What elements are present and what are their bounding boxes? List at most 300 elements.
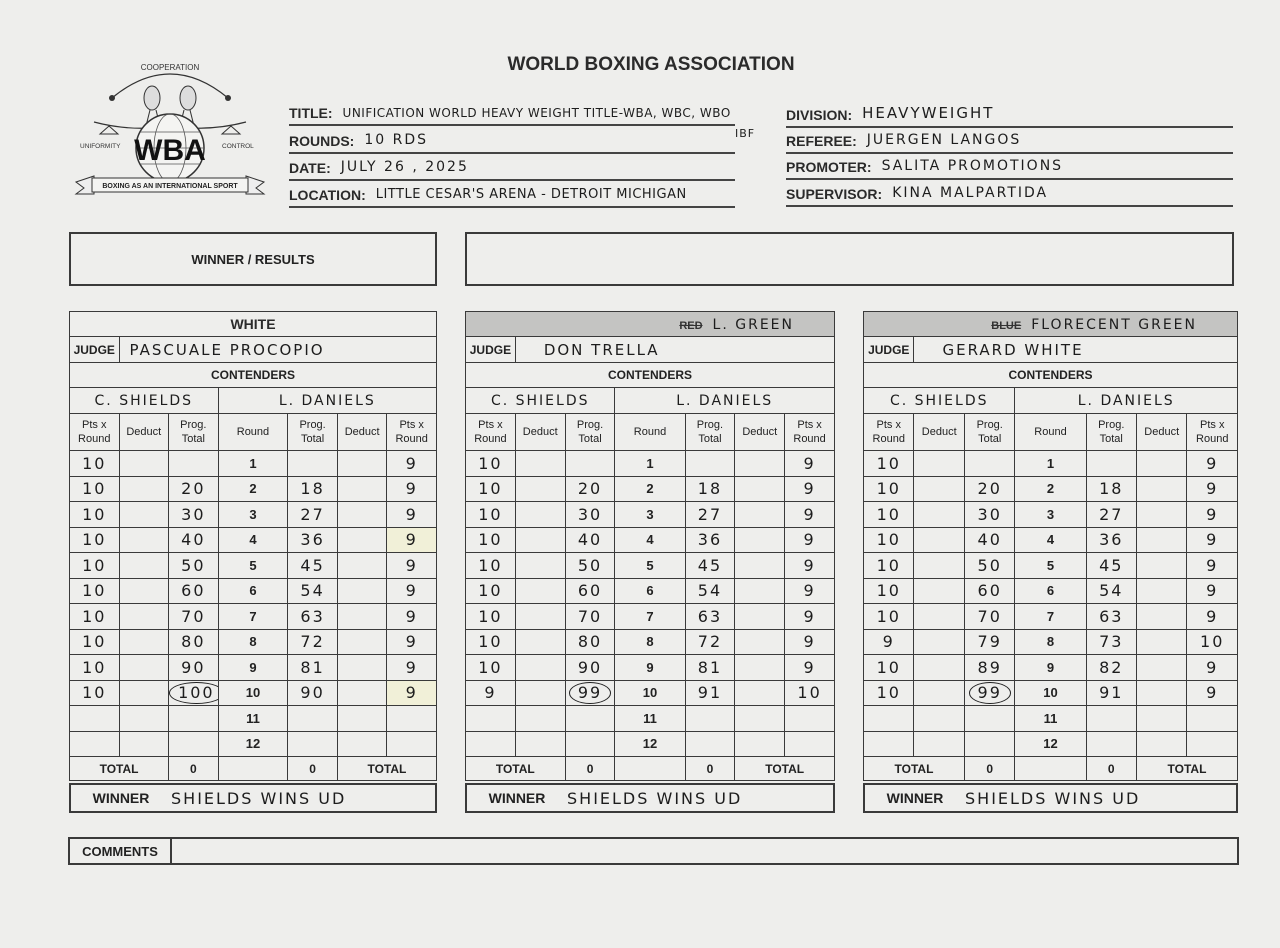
fighter-a-deduct[interactable] (515, 476, 565, 502)
fighter-a-deduct[interactable] (515, 629, 565, 655)
fighter-b-deduct[interactable] (735, 553, 785, 579)
fighter-a-prog-total[interactable]: 50 (964, 553, 1014, 579)
round-row (466, 451, 835, 477)
fighter-a-points[interactable]: 10 (864, 502, 914, 528)
fighter-a-prog-total[interactable]: 40 (565, 527, 615, 553)
fighter-a-prog-total[interactable] (565, 680, 615, 706)
col-header-prog-b: Prog. Total (288, 414, 338, 451)
rounds-value: 10 RDS (364, 132, 429, 148)
fighter-b-deduct[interactable] (337, 731, 387, 757)
round-row (864, 451, 1238, 477)
fighter-a-deduct[interactable] (515, 578, 565, 604)
col-header-deduct-b: Deduct (735, 414, 785, 451)
fighter-b-deduct[interactable] (337, 680, 387, 706)
judge-name[interactable]: GERARD WHITE (914, 337, 1238, 363)
total-label-a: TOTAL (864, 757, 965, 781)
fighter-b-deduct[interactable] (1136, 451, 1186, 477)
fighter-b-deduct[interactable] (735, 578, 785, 604)
fighter-b-prog-total[interactable] (288, 451, 338, 477)
fighter-a-deduct[interactable] (914, 578, 964, 604)
round-number: 9 (615, 655, 685, 681)
fighter-a-deduct[interactable] (119, 476, 169, 502)
fighter-a-prog-total[interactable]: 40 (964, 527, 1014, 553)
fighter-a-deduct[interactable] (119, 527, 169, 553)
fighter-a-deduct[interactable] (914, 553, 964, 579)
fighter-a-points[interactable] (466, 706, 516, 732)
totals-row (466, 757, 835, 781)
fighter-b-prog-total[interactable] (685, 451, 735, 477)
fighter-a-name[interactable]: C. SHIELDS (70, 388, 219, 414)
fighter-b-prog-total[interactable]: 81 (288, 655, 338, 681)
fighter-a-points[interactable]: 9 (864, 629, 914, 655)
fighter-a-prog-total[interactable]: 90 (169, 655, 219, 681)
fighter-a-points[interactable]: 10 (864, 680, 914, 706)
fighter-b-points[interactable]: 9 (785, 578, 835, 604)
fighter-a-points[interactable]: 10 (70, 451, 120, 477)
fighter-a-deduct[interactable] (914, 731, 964, 757)
judge-name[interactable]: PASCUALE PROCOPIO (119, 337, 436, 363)
fighter-a-prog-total[interactable]: 80 (169, 629, 219, 655)
fighter-b-deduct[interactable] (337, 706, 387, 732)
fighter-b-prog-total[interactable]: 36 (1086, 527, 1136, 553)
fighter-b-prog-total[interactable]: 27 (1086, 502, 1136, 528)
fighter-a-prog-total[interactable]: 89 (964, 655, 1014, 681)
fighter-a-points[interactable]: 10 (70, 527, 120, 553)
fighter-a-prog-total[interactable]: 50 (169, 553, 219, 579)
fighter-a-prog-total[interactable] (169, 706, 219, 732)
fighter-b-points[interactable]: 9 (785, 476, 835, 502)
fighter-a-deduct[interactable] (914, 706, 964, 732)
round-number: 3 (1015, 502, 1086, 528)
fighter-a-deduct[interactable] (119, 502, 169, 528)
fighter-b-deduct[interactable] (337, 502, 387, 528)
fighter-b-points[interactable]: 9 (785, 655, 835, 681)
date-value: JULY 26 , 2025 (340, 159, 469, 175)
fighter-b-points[interactable] (387, 731, 437, 757)
fighter-a-points[interactable]: 10 (466, 629, 516, 655)
contenders-label: CONTENDERS (466, 363, 835, 388)
round-row (864, 553, 1238, 579)
total-label-b: TOTAL (337, 757, 436, 781)
fighter-a-points[interactable]: 10 (466, 476, 516, 502)
fighter-b-deduct[interactable] (1136, 476, 1186, 502)
winner-results-label: WINNER / RESULTS (191, 251, 315, 267)
fighter-b-prog-total[interactable]: 45 (685, 553, 735, 579)
fighter-b-deduct[interactable] (735, 655, 785, 681)
fighter-b-prog-total[interactable]: 63 (685, 604, 735, 630)
judge-name[interactable]: DON TRELLA (515, 337, 834, 363)
fighter-a-deduct[interactable] (515, 604, 565, 630)
fighter-a-deduct[interactable] (119, 731, 169, 757)
contenders-row (466, 363, 835, 388)
fighter-b-deduct[interactable] (735, 731, 785, 757)
fighter-a-points[interactable]: 10 (466, 604, 516, 630)
fighter-b-points[interactable]: 9 (387, 680, 437, 706)
fighter-a-points[interactable]: 10 (70, 553, 120, 579)
fighter-b-points[interactable]: 9 (785, 629, 835, 655)
fighter-b-deduct[interactable] (735, 527, 785, 553)
fighter-b-deduct[interactable] (337, 553, 387, 579)
logo-center-text: WBA (134, 134, 206, 167)
fighter-a-points[interactable]: 10 (70, 604, 120, 630)
fighter-a-points[interactable] (864, 706, 914, 732)
fighter-b-points[interactable]: 9 (387, 553, 437, 579)
round-number: 1 (615, 451, 685, 477)
round-number: 12 (1015, 731, 1086, 757)
col-header-deduct-b: Deduct (337, 414, 387, 451)
fighter-a-points[interactable] (864, 731, 914, 757)
fighter-b-deduct[interactable] (337, 578, 387, 604)
fighter-a-deduct[interactable] (119, 680, 169, 706)
total-label-b: TOTAL (735, 757, 835, 781)
fighter-b-name[interactable]: L. DANIELS (615, 388, 835, 414)
round-number: 7 (615, 604, 685, 630)
fighter-b-prog-total[interactable] (1086, 706, 1136, 732)
round-row (864, 502, 1238, 528)
fighter-b-points[interactable]: 9 (785, 527, 835, 553)
fighter-a-prog-total[interactable]: 40 (169, 527, 219, 553)
fighter-a-points[interactable]: 10 (864, 451, 914, 477)
fighter-a-points[interactable]: 10 (864, 553, 914, 579)
fighter-a-prog-total[interactable]: 30 (964, 502, 1014, 528)
division-value: HEAVYWEIGHT (862, 104, 995, 122)
fighter-b-deduct[interactable] (1136, 731, 1186, 757)
fighter-b-deduct[interactable] (1136, 629, 1186, 655)
fighter-a-prog-total[interactable]: 80 (565, 629, 615, 655)
fighter-a-prog-total[interactable]: 60 (169, 578, 219, 604)
fighter-a-points[interactable] (70, 731, 120, 757)
promoter-value: SALITA PROMOTIONS (881, 158, 1064, 174)
round-number: 3 (218, 502, 288, 528)
fighter-a-deduct[interactable] (515, 451, 565, 477)
fighter-b-prog-total[interactable]: 36 (288, 527, 338, 553)
fighter-a-deduct[interactable] (119, 706, 169, 732)
fighter-a-prog-total[interactable] (964, 680, 1014, 706)
fighter-b-prog-total[interactable]: 63 (288, 604, 338, 630)
fighter-b-prog-total[interactable] (1086, 451, 1136, 477)
fighter-b-deduct[interactable] (735, 604, 785, 630)
fighter-a-deduct[interactable] (515, 680, 565, 706)
fighter-a-prog-total[interactable]: 50 (565, 553, 615, 579)
fighter-b-points[interactable]: 9 (1187, 604, 1238, 630)
fighter-b-deduct[interactable] (337, 527, 387, 553)
fighter-b-deduct[interactable] (735, 476, 785, 502)
total-a-value: 0 (169, 757, 219, 781)
fighter-b-prog-total[interactable]: 91 (685, 680, 735, 706)
fighter-b-prog-total[interactable]: 18 (1086, 476, 1136, 502)
fighter-a-points[interactable]: 10 (466, 553, 516, 579)
fighter-a-prog-total[interactable]: 60 (565, 578, 615, 604)
fighter-a-prog-total[interactable]: 20 (565, 476, 615, 502)
fighter-b-points[interactable]: 9 (785, 604, 835, 630)
fighter-a-deduct[interactable] (119, 629, 169, 655)
fighter-b-points[interactable] (785, 731, 835, 757)
fighter-a-points[interactable]: 10 (466, 578, 516, 604)
logo-right-text: CONTROL (222, 143, 254, 150)
fighter-a-deduct[interactable] (119, 451, 169, 477)
fighter-a-prog-total[interactable] (964, 706, 1014, 732)
fighter-b-points[interactable]: 9 (785, 451, 835, 477)
corner-label: WHITE (230, 316, 276, 332)
fighter-a-deduct[interactable] (515, 527, 565, 553)
fighter-a-deduct[interactable] (914, 604, 964, 630)
round-row (466, 553, 835, 579)
round-row (70, 451, 437, 477)
fighter-a-prog-total[interactable] (169, 680, 219, 706)
fighter-a-points[interactable]: 10 (864, 604, 914, 630)
fighter-b-points[interactable]: 9 (387, 476, 437, 502)
fighter-b-name[interactable]: L. DANIELS (218, 388, 436, 414)
fighter-b-points[interactable]: 9 (785, 553, 835, 579)
fighter-b-deduct[interactable] (1136, 553, 1186, 579)
comments-value[interactable] (172, 839, 1237, 863)
fighter-a-deduct[interactable] (515, 502, 565, 528)
fighter-b-points[interactable]: 10 (1187, 629, 1238, 655)
fighter-a-deduct[interactable] (515, 706, 565, 732)
fighter-b-prog-total[interactable] (288, 731, 338, 757)
corner-row (466, 312, 835, 337)
fighter-b-prog-total[interactable]: 82 (1086, 655, 1136, 681)
fighter-a-points[interactable] (70, 706, 120, 732)
judge-row (864, 337, 1238, 363)
fighter-a-prog-total[interactable]: 20 (964, 476, 1014, 502)
fighter-b-points[interactable]: 9 (387, 629, 437, 655)
fighter-names-row (466, 388, 835, 414)
fighter-b-prog-total[interactable] (685, 706, 735, 732)
col-header-pts-a: Pts x Round (864, 414, 914, 451)
fighter-names-row (70, 388, 437, 414)
fighter-a-prog-total[interactable]: 79 (964, 629, 1014, 655)
fighter-b-prog-total[interactable]: 45 (288, 553, 338, 579)
fighter-a-deduct[interactable] (914, 680, 964, 706)
fighter-b-points[interactable]: 9 (387, 502, 437, 528)
contenders-row (864, 363, 1238, 388)
fighter-a-prog-total[interactable] (964, 731, 1014, 757)
fighter-b-prog-total[interactable]: 73 (1086, 629, 1136, 655)
fighter-a-prog-total[interactable]: 30 (169, 502, 219, 528)
winner-value[interactable]: SHIELDS WINS UD (567, 788, 743, 808)
fighter-b-prog-total[interactable]: 54 (1086, 578, 1136, 604)
col-header-deduct-a: Deduct (515, 414, 565, 451)
results-entry-box[interactable] (465, 232, 1234, 286)
fighter-b-points[interactable] (1187, 706, 1238, 732)
fighter-b-points[interactable]: 9 (1187, 527, 1238, 553)
totals-row (70, 757, 437, 781)
round-number: 10 (615, 680, 685, 706)
fighter-b-prog-total[interactable] (685, 731, 735, 757)
fighter-b-name[interactable]: L. DANIELS (1015, 388, 1238, 414)
fighter-b-points[interactable]: 9 (387, 451, 437, 477)
round-row (864, 604, 1238, 630)
fighter-b-points[interactable]: 9 (387, 578, 437, 604)
fighter-a-deduct[interactable] (914, 451, 964, 477)
fighter-b-deduct[interactable] (1136, 604, 1186, 630)
fighter-a-prog-total[interactable] (169, 731, 219, 757)
winner-value[interactable]: SHIELDS WINS UD (171, 788, 347, 808)
fighter-b-prog-total[interactable] (288, 706, 338, 732)
fighter-a-name[interactable]: C. SHIELDS (466, 388, 615, 414)
fighter-b-prog-total[interactable]: 18 (685, 476, 735, 502)
fighter-b-deduct[interactable] (1136, 655, 1186, 681)
fighter-a-points[interactable]: 10 (466, 655, 516, 681)
round-number: 4 (218, 527, 288, 553)
fighter-a-name[interactable]: C. SHIELDS (864, 388, 1015, 414)
fighter-a-prog-total[interactable] (964, 451, 1014, 477)
fighter-a-deduct[interactable] (914, 527, 964, 553)
fighter-b-deduct[interactable] (337, 604, 387, 630)
division-field (786, 104, 1233, 128)
round-number: 2 (1015, 476, 1086, 502)
fighter-b-points[interactable] (785, 706, 835, 732)
score-table (863, 311, 1238, 781)
fighter-a-prog-total[interactable]: 90 (565, 655, 615, 681)
fighter-b-prog-total[interactable]: 36 (685, 527, 735, 553)
fighter-a-points[interactable]: 10 (864, 655, 914, 681)
fighter-a-deduct[interactable] (914, 629, 964, 655)
fighter-b-prog-total[interactable]: 45 (1086, 553, 1136, 579)
fighter-b-deduct[interactable] (1136, 578, 1186, 604)
round-number: 8 (1015, 629, 1086, 655)
fighter-a-points[interactable]: 10 (70, 502, 120, 528)
round-number: 11 (1015, 706, 1086, 732)
round-row (466, 604, 835, 630)
scorecard-judge-2 (465, 311, 835, 813)
fighter-a-points[interactable] (466, 731, 516, 757)
fighter-b-deduct[interactable] (735, 451, 785, 477)
fighter-a-prog-total[interactable]: 30 (565, 502, 615, 528)
fighter-a-prog-total[interactable] (565, 731, 615, 757)
fighter-b-points[interactable] (1187, 731, 1238, 757)
fighter-a-points[interactable]: 10 (70, 476, 120, 502)
fighter-b-prog-total[interactable]: 90 (288, 680, 338, 706)
fighter-b-deduct[interactable] (337, 655, 387, 681)
fighter-a-prog-total[interactable]: 70 (964, 604, 1014, 630)
fighter-b-points[interactable]: 9 (1187, 451, 1238, 477)
fighter-a-points[interactable]: 9 (466, 680, 516, 706)
fighter-b-prog-total[interactable]: 27 (288, 502, 338, 528)
fighter-b-deduct[interactable] (735, 706, 785, 732)
fighter-a-deduct[interactable] (914, 502, 964, 528)
fighter-b-prog-total[interactable]: 91 (1086, 680, 1136, 706)
winner-field (863, 783, 1238, 813)
fighter-a-points[interactable]: 10 (864, 476, 914, 502)
round-row (864, 629, 1238, 655)
fighter-b-deduct[interactable] (1136, 706, 1186, 732)
fighter-b-points[interactable]: 9 (1187, 502, 1238, 528)
fighter-b-prog-total[interactable]: 63 (1086, 604, 1136, 630)
round-number: 10 (1015, 680, 1086, 706)
fighter-a-prog-total[interactable]: 60 (964, 578, 1014, 604)
round-row (70, 527, 437, 553)
round-number: 2 (218, 476, 288, 502)
supervisor-label: SUPERVISOR: (786, 186, 883, 202)
fighter-b-points[interactable]: 9 (387, 527, 437, 553)
round-row (466, 502, 835, 528)
fighter-b-deduct[interactable] (1136, 527, 1186, 553)
fighter-a-deduct[interactable] (119, 604, 169, 630)
fighter-b-prog-total[interactable]: 54 (288, 578, 338, 604)
round-row (864, 578, 1238, 604)
fighter-b-deduct[interactable] (337, 629, 387, 655)
fighter-b-prog-total[interactable]: 27 (685, 502, 735, 528)
fighter-a-prog-total[interactable] (565, 706, 615, 732)
fighter-b-points[interactable]: 9 (387, 655, 437, 681)
fighter-a-points[interactable]: 10 (70, 629, 120, 655)
fighter-a-points[interactable]: 10 (70, 578, 120, 604)
fighter-b-points[interactable]: 9 (1187, 680, 1238, 706)
fighter-a-points[interactable]: 10 (466, 502, 516, 528)
fighter-a-points[interactable]: 10 (466, 527, 516, 553)
fighter-b-points[interactable] (387, 706, 437, 732)
fighter-b-deduct[interactable] (735, 680, 785, 706)
fighter-a-points[interactable]: 10 (864, 527, 914, 553)
fighter-b-prog-total[interactable]: 72 (288, 629, 338, 655)
fighter-b-points[interactable]: 10 (785, 680, 835, 706)
fighter-a-prog-total[interactable]: 70 (565, 604, 615, 630)
fighter-b-points[interactable]: 9 (785, 502, 835, 528)
fighter-a-points[interactable]: 10 (70, 655, 120, 681)
round-number: 1 (1015, 451, 1086, 477)
rounds-field (289, 130, 735, 154)
fighter-a-points[interactable]: 10 (864, 578, 914, 604)
fighter-a-deduct[interactable] (515, 731, 565, 757)
fighter-a-deduct[interactable] (119, 655, 169, 681)
scorecard-judge-3 (863, 311, 1238, 813)
fighter-a-prog-total[interactable] (169, 451, 219, 477)
fighter-b-deduct[interactable] (735, 502, 785, 528)
fighter-a-deduct[interactable] (515, 655, 565, 681)
total-b-value: 0 (288, 757, 338, 781)
fighter-a-prog-total[interactable] (565, 451, 615, 477)
location-field (289, 184, 735, 208)
fighter-a-deduct[interactable] (914, 655, 964, 681)
fighter-a-prog-total[interactable]: 20 (169, 476, 219, 502)
fighter-b-points[interactable]: 9 (1187, 655, 1238, 681)
fighter-b-deduct[interactable] (1136, 502, 1186, 528)
winner-field (69, 783, 437, 813)
fighter-b-deduct[interactable] (337, 451, 387, 477)
fighter-b-deduct[interactable] (735, 629, 785, 655)
round-number: 7 (1015, 604, 1086, 630)
winner-value[interactable]: SHIELDS WINS UD (965, 788, 1141, 808)
fighter-a-points[interactable]: 10 (466, 451, 516, 477)
fighter-b-prog-total[interactable]: 81 (685, 655, 735, 681)
col-header-pts-b: Pts x Round (387, 414, 437, 451)
judge-row (70, 337, 437, 363)
fighter-b-deduct[interactable] (1136, 680, 1186, 706)
fighter-a-deduct[interactable] (515, 553, 565, 579)
fighter-b-points[interactable]: 9 (1187, 578, 1238, 604)
fighter-b-prog-total[interactable]: 54 (685, 578, 735, 604)
fighter-b-prog-total[interactable]: 72 (685, 629, 735, 655)
fighter-a-prog-total[interactable]: 70 (169, 604, 219, 630)
fighter-b-points[interactable]: 9 (1187, 476, 1238, 502)
fighter-a-deduct[interactable] (914, 476, 964, 502)
fighter-b-prog-total[interactable]: 18 (288, 476, 338, 502)
fighter-b-points[interactable]: 9 (1187, 553, 1238, 579)
fighter-a-points[interactable]: 10 (70, 680, 120, 706)
fighter-b-deduct[interactable] (337, 476, 387, 502)
fighter-b-prog-total[interactable] (1086, 731, 1136, 757)
round-number: 7 (218, 604, 288, 630)
fighter-a-deduct[interactable] (119, 578, 169, 604)
fighter-b-points[interactable]: 9 (387, 604, 437, 630)
circled-final-score: 99 (969, 682, 1011, 704)
fighter-a-deduct[interactable] (119, 553, 169, 579)
round-number: 6 (615, 578, 685, 604)
round-row (70, 604, 437, 630)
logo-left-text: UNIFORMITY (80, 143, 121, 150)
